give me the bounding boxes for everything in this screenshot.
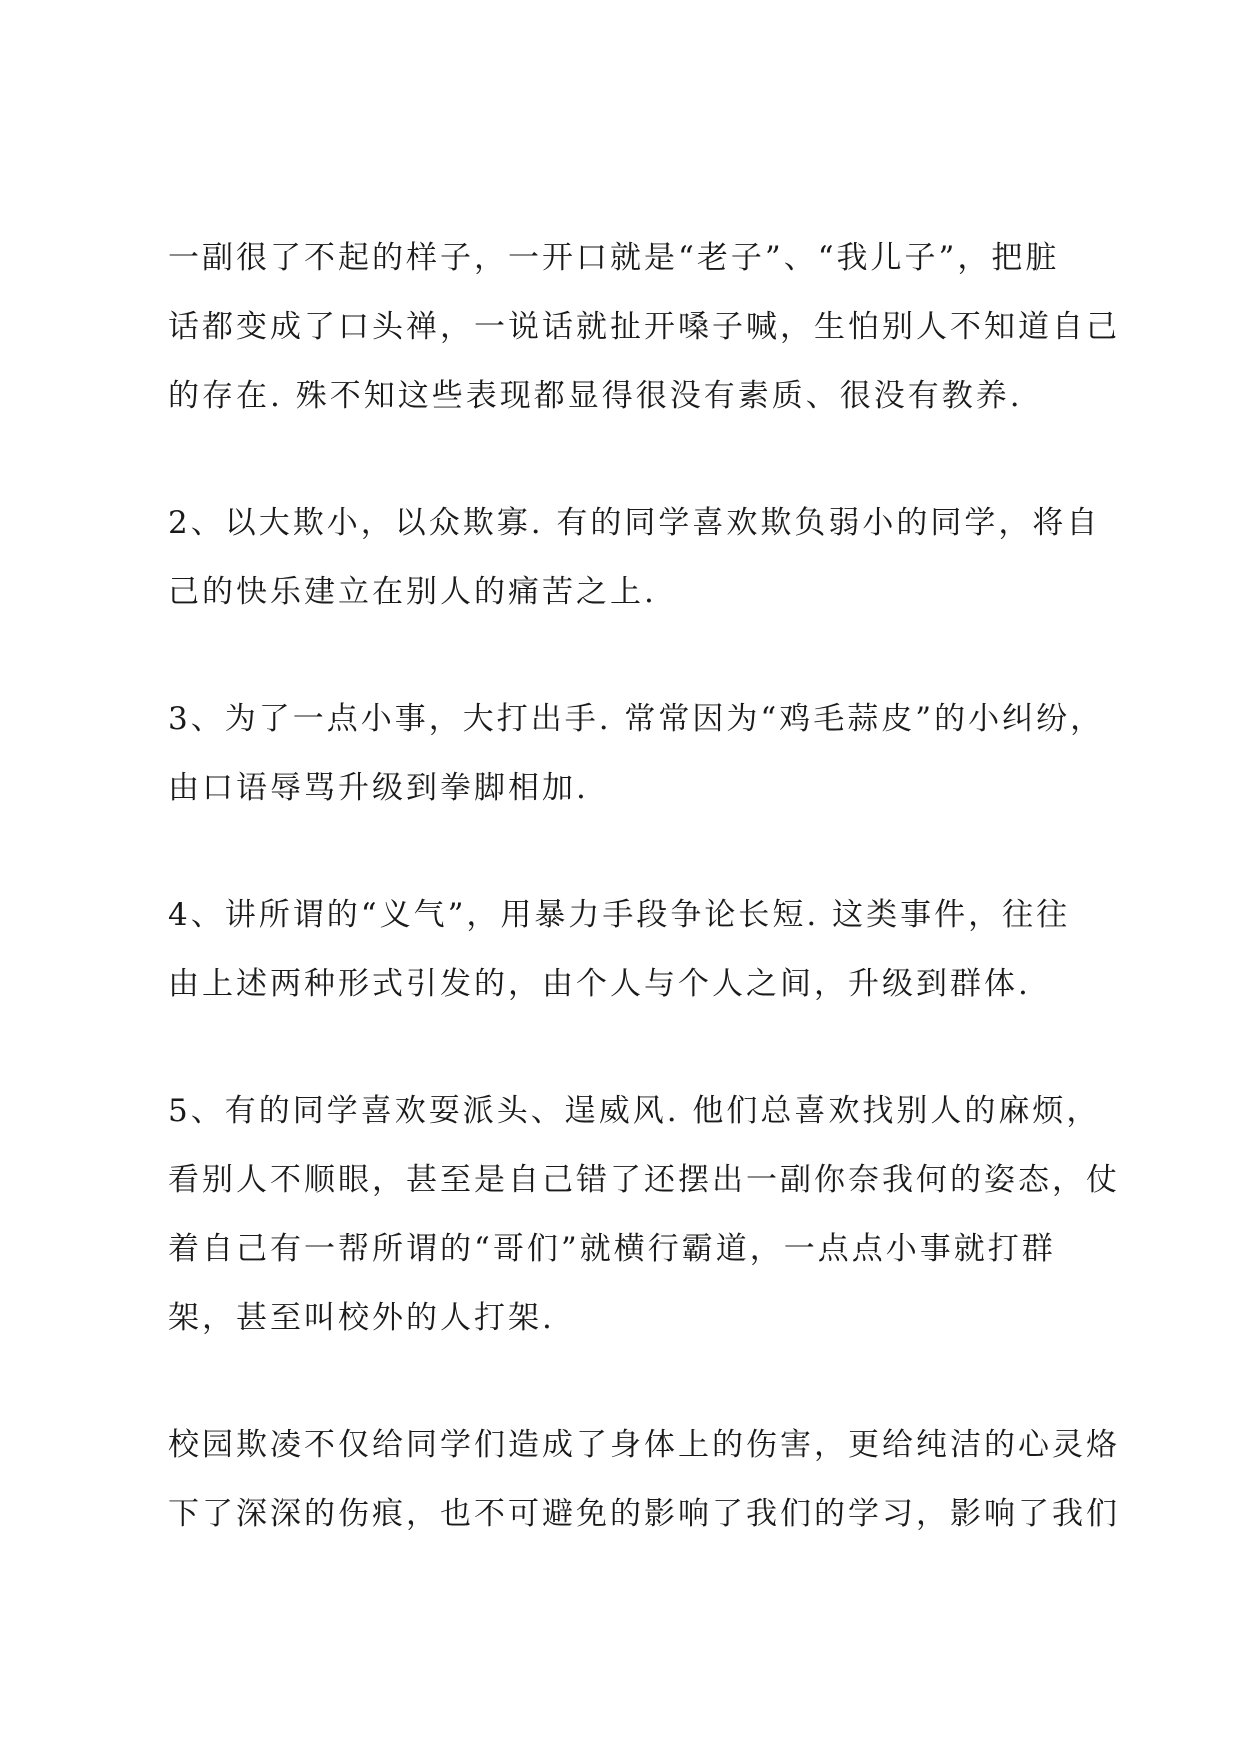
document-body [168, 224, 1120, 1607]
text-line: 5、有的同学喜欢耍派头、逞威风. 他们总喜欢找别人的麻烦， [168, 1093, 1101, 1129]
paragraph-5 [168, 1077, 1120, 1353]
paragraph-2 [168, 489, 1101, 627]
text-line: 一副很了不起的样子，一开口就是“老子”、“我儿子”，把脏 [168, 240, 1060, 276]
text-line: 3、为了一点小事，大打出手. 常常因为“鸡毛蒜皮”的小纠纷， [168, 701, 1105, 737]
paragraph-3 [168, 685, 1105, 823]
text-line: 己的快乐建立在别人的痛苦之上. [168, 574, 657, 610]
text-line: 的存在. 殊不知这些表现都显得很没有素质、很没有教养. [168, 378, 1023, 414]
text-line: 2、以大欺小，以众欺寡. 有的同学喜欢欺负弱小的同学，将自 [168, 505, 1101, 541]
text-line: 由口语辱骂升级到拳脚相加. [168, 770, 589, 806]
paragraph-4 [168, 881, 1098, 1019]
text-line: 看别人不顺眼，甚至是自己错了还摆出一副你奈我何的姿态，仗 [168, 1162, 1120, 1198]
text-line: 着自己有一帮所谓的“哥们”就横行霸道，一点点小事就打群 [168, 1231, 1056, 1267]
text-line: 4、讲所谓的“义气”，用暴力手段争论长短. 这类事件，往往 [168, 897, 1071, 933]
text-line: 由上述两种形式引发的，由个人与个人之间，升级到群体. [168, 966, 1031, 1002]
text-line: 架，甚至叫校外的人打架. [168, 1300, 555, 1336]
text-line: 话都变成了口头禅，一说话就扯开嗓子喊，生怕别人不知道自己 [168, 309, 1120, 345]
paragraph-6 [168, 1411, 1120, 1549]
paragraph-1 [168, 224, 1120, 431]
text-line: 校园欺凌不仅给同学们造成了身体上的伤害，更给纯洁的心灵烙 [168, 1427, 1120, 1463]
text-line: 下了深深的伤痕，也不可避免的影响了我们的学习，影响了我们 [168, 1496, 1120, 1532]
